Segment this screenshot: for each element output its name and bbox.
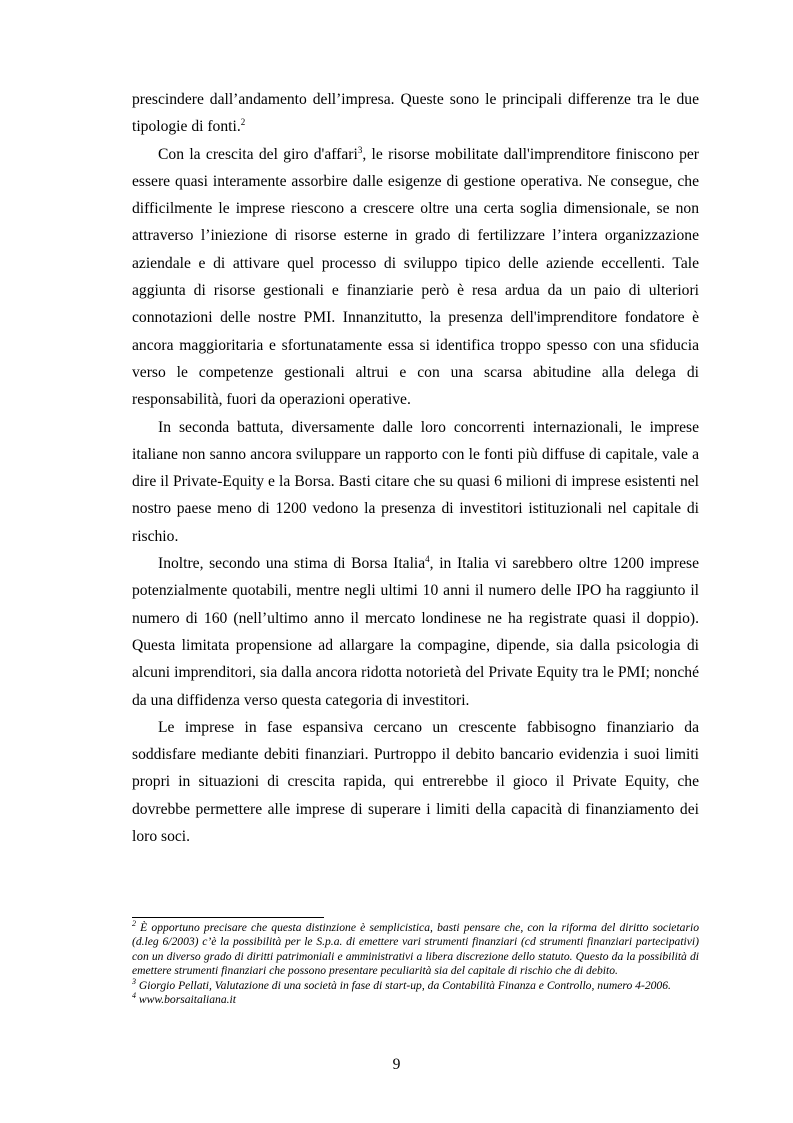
paragraph-text: , le risorse mobilitate dall'imprenditore finiscono per essere quasi interamente assorbire dalle esigenze di gestione operativa. Ne consegue, che difficilmente le imprese riescono a crescere oltre una certa soglia dimensionale, se non attraverso l’iniezione di risorse esterne in grado di fertilizzare l’intera organizzazione aziendale e di attivare quel processo di sviluppo tipico delle aziende eccellenti. Tale aggiunta di risorse gestionali e finanziarie però è resa ardua da un paio di ulteriori connotazioni delle nostre PMI. Innanzitutto, la presenza dell'imprenditore fondatore è ancora maggioritaria e sfortunatamente essa si identifica troppo spesso con una sfiducia verso le competenze gestionali altrui e con una scarsa abitudine alla delega di responsabilità, fuori da operazioni operative. [132, 145, 699, 409]
paragraph-text: , in Italia vi sarebbero oltre 1200 imprese potenzialmente quotabili, mentre negli ultimi 10 anni il numero delle IPO ha raggiunto il numero di 160 (nell’ultimo anno il mercato londinese ne ha registrate quasi il doppio). Questa limitata propensione ad allargare la compagine, dipende, sia dalla psicologia di alcuni imprenditori, sia dalla ancora ridotta notorietà del Private Equity tra le PMI; nonché da una diffidenza verso questa categoria di investitori. [132, 555, 699, 709]
footnote-mark: 3 [132, 976, 136, 986]
footnote-mark: 2 [132, 919, 136, 929]
paragraph [132, 414, 699, 550]
footnote-reference: 2 [240, 117, 246, 128]
footnote [132, 993, 699, 1007]
paragraph [132, 141, 699, 414]
footnote-separator [132, 917, 324, 918]
footnote-reference: 3 [357, 144, 363, 155]
paragraph-text: Inoltre, secondo una stima di Borsa Italia [158, 555, 426, 573]
footnote-text: È opportuno precisare che questa distinzione è semplicistica, basti pensare che, con la riforma del diritto societario (d.leg 6/2003) c’è la possibilità per le S.p.a. di emettere vari strumenti finanziari (cd strumenti finanziari partecipativi) con un diverso grado di diritti patrimoniali e amministrativi a libera discrezione dello statuto. Questo da la possibilità di emettere strumenti finanziari che possono presentare peculiarità sia del capitale di rischio che di debito. [132, 921, 699, 978]
footnote [132, 921, 699, 979]
paragraph [132, 550, 699, 714]
footnote-text: Giorgio Pellati, Valutazione di una società in fase di start-up, da Contabilità Finanza e Controllo, numero 4-2006. [136, 978, 671, 992]
paragraph [132, 714, 699, 850]
paragraph [132, 86, 699, 141]
page-number: 9 [392, 1056, 401, 1073]
paragraph-text: Le imprese in fase espansiva cercano un crescente fabbisogno finanziario da soddisfare mediante debiti finanziari. Purtroppo il debito bancario evidenzia i suoi limiti propri in situazioni di crescita rapida, qui entrerebbe il gioco il Private Equity, che dovrebbe permettere alle imprese di superare i limiti della capacità di finanziamento dei loro soci. [132, 718, 699, 846]
footnote-text: www.borsaitaliana.it [136, 993, 236, 1007]
body-text [132, 86, 699, 850]
footnotes [132, 921, 699, 1007]
paragraph-text: prescindere dall’andamento dell’impresa. Queste sono le principali differenze tra le due tipologie di fonti. [132, 91, 699, 136]
paragraph-text: In seconda battuta, diversamente dalle loro concorrenti internazionali, le imprese italiane non sanno ancora sviluppare un rapporto con le fonti più diffuse di capitale, vale a dire il Private-Equity e la Borsa. Basti citare che su quasi 6 milioni di imprese esistenti nel nostro paese meno di 1200 vedono la presenza di investitori istituzionali nel capitale di rischio. [132, 418, 699, 545]
footnote-reference: 4 [425, 553, 430, 564]
footnote-mark: 4 [132, 991, 136, 1001]
paragraph-text: Con la crescita del giro d'affari [158, 145, 358, 163]
footnote [132, 976, 699, 993]
